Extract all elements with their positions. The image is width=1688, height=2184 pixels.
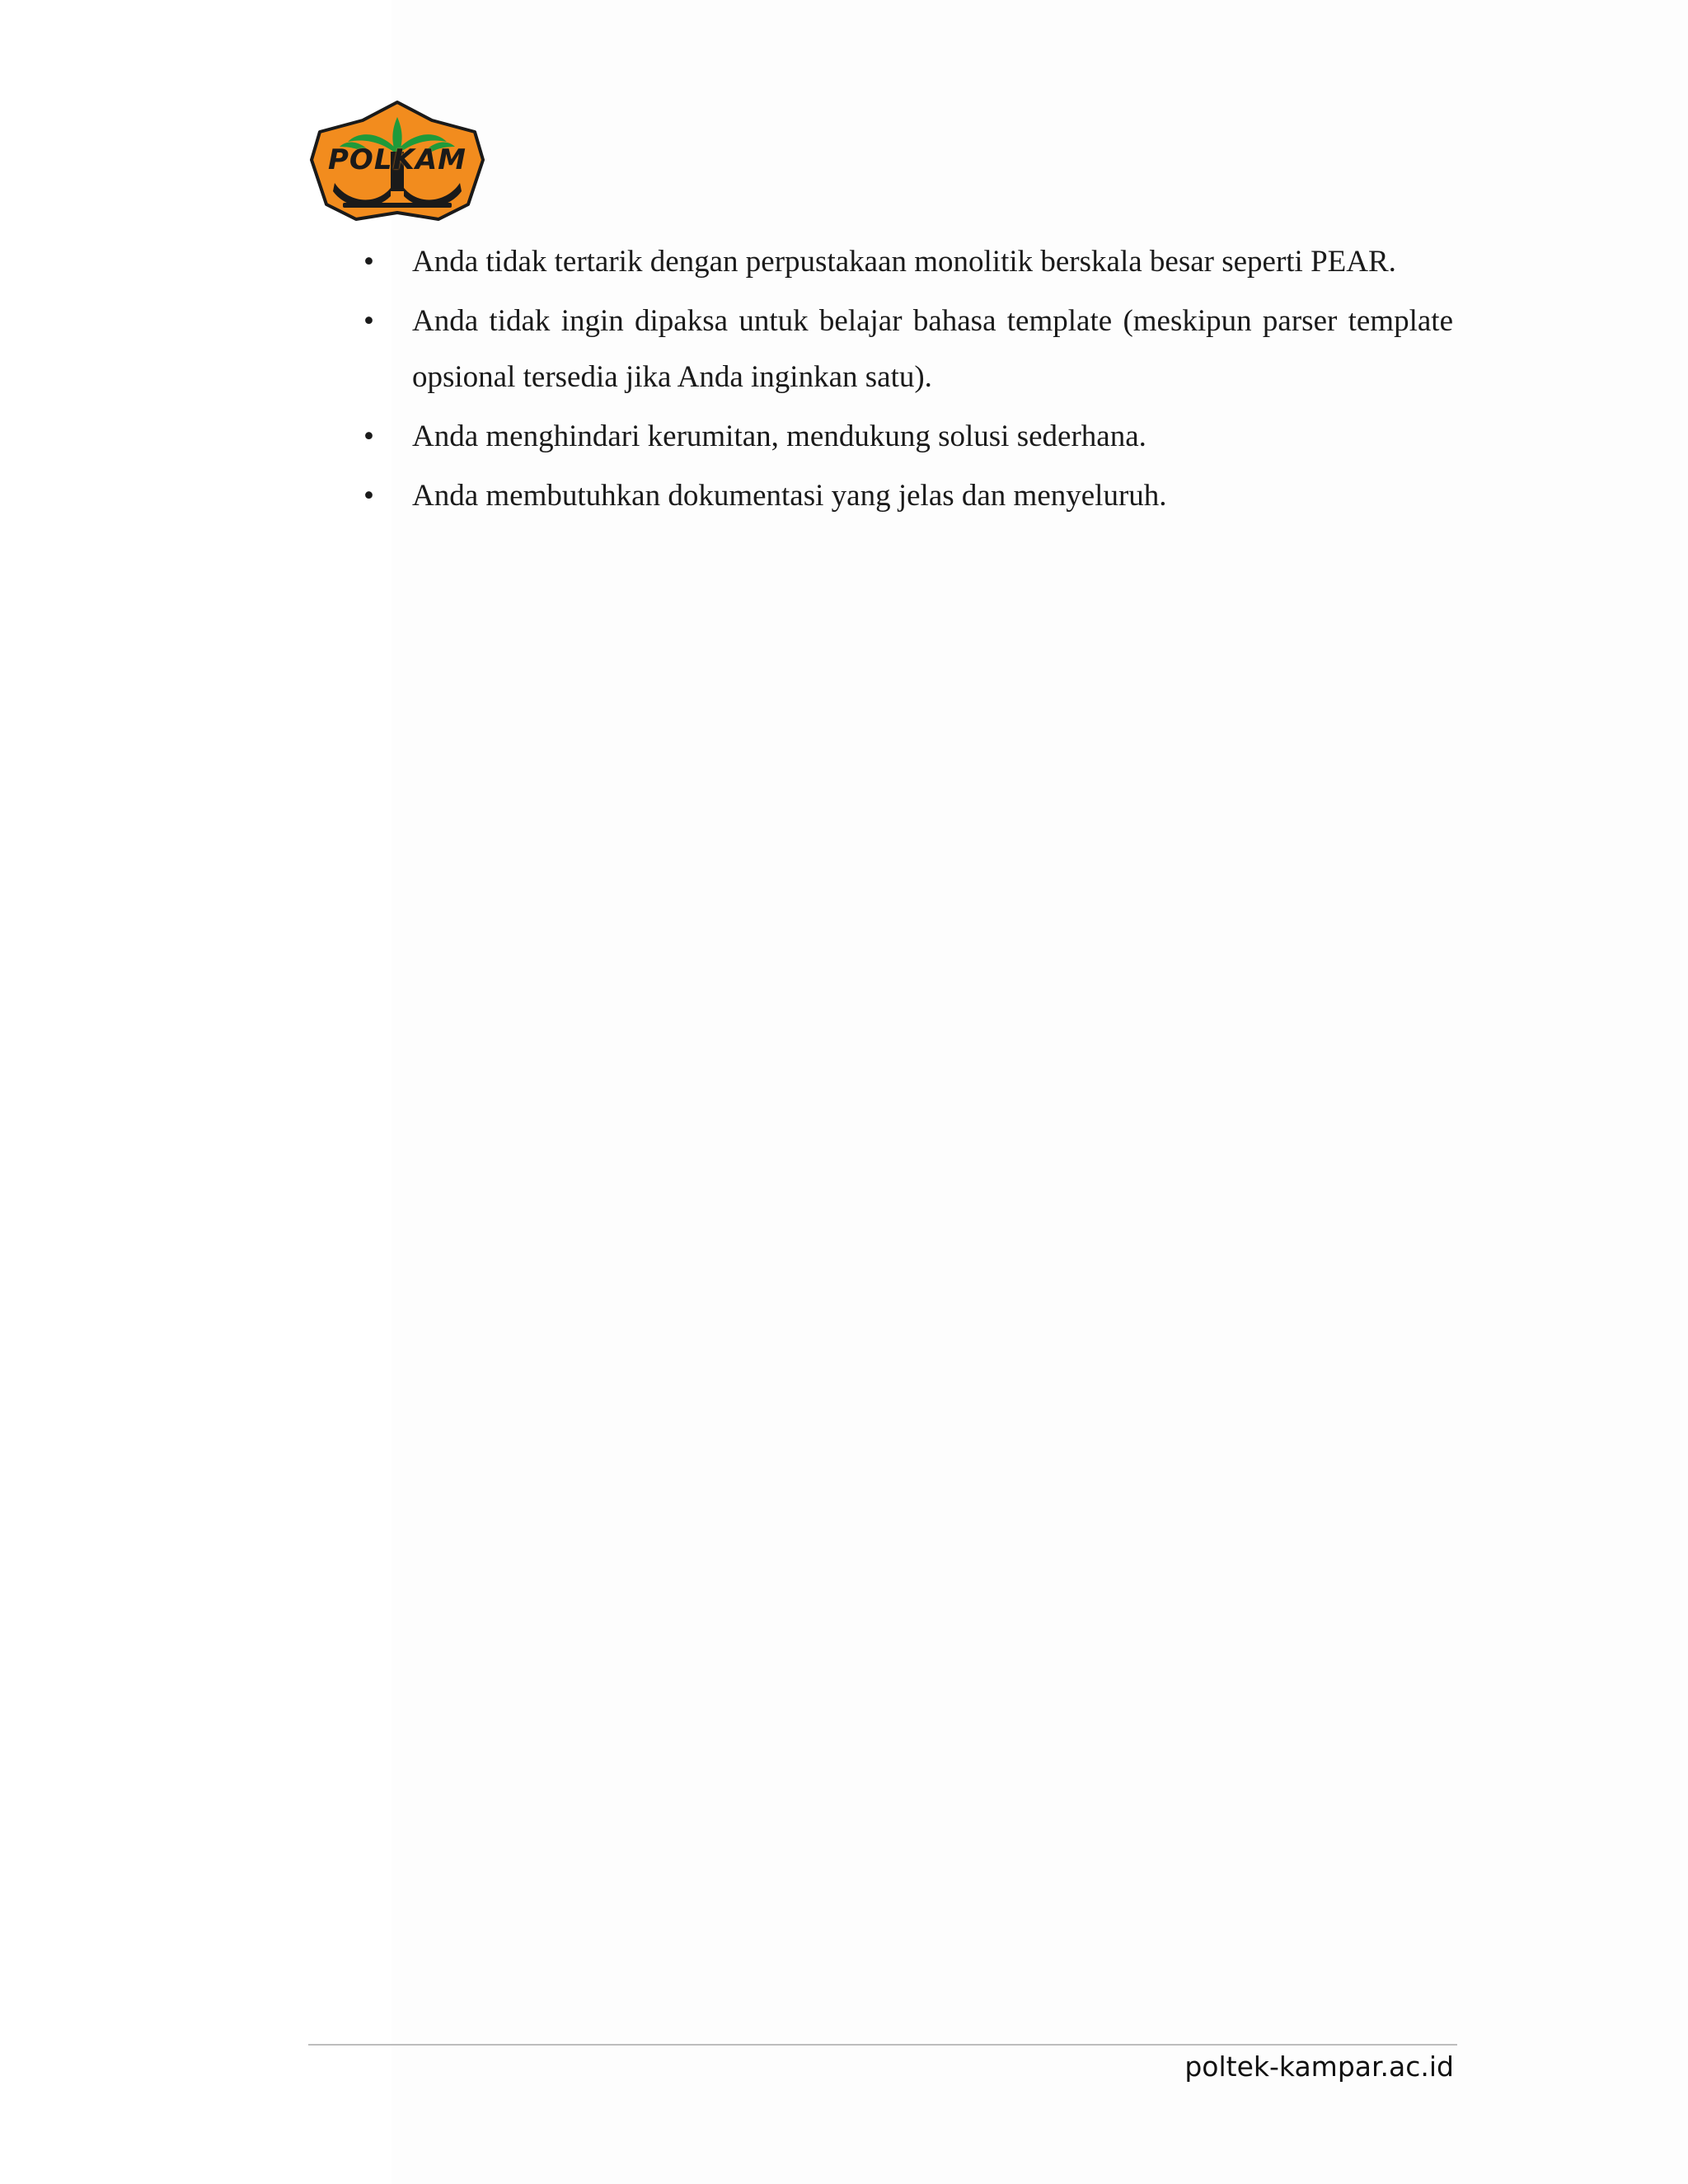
list-item-text: Anda tidak tertarik dengan perpustakaan monolitik berskala besar seperti PEAR. xyxy=(412,245,1396,279)
list-item xyxy=(350,234,1453,290)
list-item xyxy=(350,409,1453,465)
list-item xyxy=(350,293,1453,405)
footer-divider xyxy=(308,2044,1457,2046)
list-item xyxy=(350,468,1453,524)
bullet-icon: • xyxy=(363,479,374,513)
footer-site: poltek-kampar.ac.id xyxy=(1184,2050,1454,2083)
list-item-text: Anda membutuhkan dokumentasi yang jelas dan menyeluruh. xyxy=(412,479,1167,513)
main-content xyxy=(350,234,1453,527)
list-item-text: Anda tidak ingin dipaksa untuk belajar bahasa template (meskipun parser template opsional tersedia jika Anda inginkan satu). xyxy=(412,304,1453,394)
polkam-logo-icon xyxy=(310,99,485,224)
bullet-list xyxy=(350,234,1453,524)
bullet-icon: • xyxy=(363,419,374,453)
bullet-icon: • xyxy=(363,245,374,279)
logo-wordmark: POLKAM xyxy=(328,143,467,176)
list-item-text: Anda menghindari kerumitan, mendukung solusi sederhana. xyxy=(412,419,1146,453)
bullet-icon: • xyxy=(363,304,374,338)
